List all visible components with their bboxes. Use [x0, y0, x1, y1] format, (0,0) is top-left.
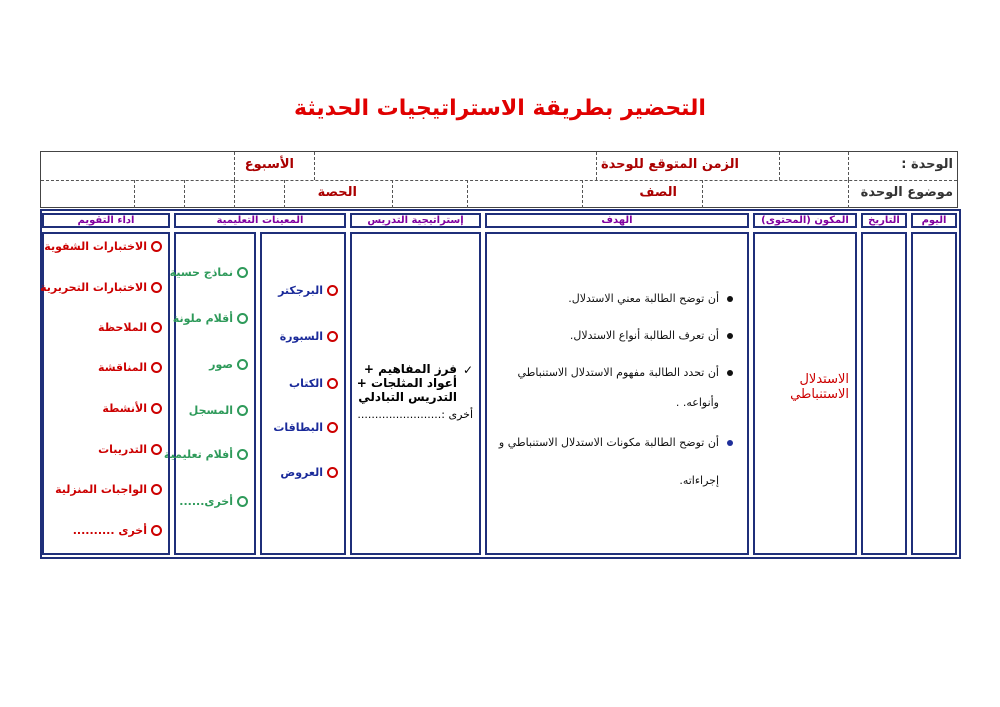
evaluation-header: اداء التقويم [42, 213, 170, 228]
blank-cell [392, 180, 467, 208]
aid-item[interactable]: البرجكتر [278, 284, 338, 297]
goal-item-4-cont: إجراءاته. [679, 474, 719, 487]
evaluation-item[interactable]: التدريبات [98, 443, 162, 456]
header-row-2 [41, 180, 957, 208]
strategy-other[interactable]: أخرى :........................ [357, 408, 473, 421]
strategy-cell [350, 232, 481, 555]
aids-header: المعينات التعليمية [174, 213, 346, 228]
strategy-line-1: فرز المفاهيم + [363, 362, 457, 376]
aid-item[interactable]: المسجل [189, 404, 248, 417]
aids-column [163, 213, 346, 555]
date-cell[interactable] [861, 232, 907, 555]
component-text [790, 372, 849, 402]
goal-item-4: أن توضح الطالبة مكونات الاستدلال الاستنباطي و [499, 436, 733, 449]
aid-item[interactable]: الكتاب [289, 377, 338, 390]
radio-icon [327, 378, 338, 389]
strategy-line-3: التدريس التبادلي [358, 390, 457, 404]
evaluation-item[interactable]: الاختبارات التحريرية [40, 281, 162, 294]
evaluation-cell [42, 232, 170, 555]
radio-icon [237, 267, 248, 278]
radio-icon [327, 331, 338, 342]
bullet-icon [727, 440, 733, 446]
evaluation-item[interactable]: الاختبارات الشفوية [44, 240, 162, 253]
header-row-1 [41, 152, 957, 181]
evaluation-item[interactable]: أخرى .......... [73, 524, 162, 537]
radio-icon [327, 467, 338, 478]
goal-item-3: أن تحدد الطالبة مفهوم الاستدلال الاستنباطي [517, 366, 733, 379]
bullet-icon [727, 296, 733, 302]
aid-item[interactable]: السبورة [280, 330, 338, 343]
radio-icon [151, 525, 162, 536]
unit-value-cell[interactable] [779, 152, 848, 180]
radio-icon [237, 449, 248, 460]
period-value-cell-3[interactable] [134, 180, 184, 208]
aids-blue-cell [260, 232, 346, 555]
goal-header: الهدف [485, 213, 749, 228]
unit-topic-label: موضوع الوحدة [848, 180, 957, 208]
goal-item-2: أن تعرف الطالبة أنواع الاستدلال. [570, 329, 733, 342]
aid-item[interactable]: نماذج حسية [170, 266, 248, 279]
day-header: اليوم [911, 213, 957, 228]
strategy-column [350, 213, 481, 555]
component-line-1: الاستدلال [799, 372, 849, 387]
radio-icon [151, 403, 162, 414]
goal-item-1: أن توضح الطالبة معني الاستدلال. [568, 292, 733, 305]
class-label: الصف [582, 180, 702, 208]
component-column [753, 213, 857, 555]
unit-label: الوحدة : [848, 152, 957, 180]
lesson-plan-table [40, 209, 961, 559]
date-column [861, 213, 907, 555]
bullet-icon [727, 333, 733, 339]
radio-icon [151, 444, 162, 455]
aid-item[interactable]: أقلام ملونة [173, 312, 248, 325]
period-value-cell-1[interactable] [234, 180, 284, 208]
goal-cell [485, 232, 749, 555]
radio-icon [327, 422, 338, 433]
aids-green-cell [163, 232, 256, 555]
class-value-cell[interactable] [467, 180, 582, 208]
header-table [40, 151, 958, 208]
evaluation-item[interactable]: الأنشطة [102, 402, 162, 415]
radio-icon [237, 359, 248, 370]
period-value-cell-4[interactable] [39, 180, 134, 208]
day-column [911, 213, 957, 555]
period-label: الحصة [284, 180, 392, 208]
radio-icon [237, 496, 248, 507]
radio-icon [151, 362, 162, 373]
bullet-icon [727, 370, 733, 376]
radio-icon [327, 285, 338, 296]
goal-item-3-cont: وأنواعه. . [675, 396, 719, 409]
page-title: التحضير بطريقة الاستراتيجيات الحديثة [294, 96, 706, 121]
goal-column [485, 213, 749, 555]
expected-time-label: الزمن المتوقع للوحدة [596, 152, 779, 180]
aid-item[interactable]: أخرى...... [179, 495, 248, 508]
date-header: التاريخ [861, 213, 907, 228]
week-value-cell[interactable] [39, 152, 234, 180]
radio-icon [237, 313, 248, 324]
evaluation-column [42, 213, 170, 555]
aid-item[interactable]: البطاقات [273, 421, 338, 434]
component-header: المكون (المحتوى) [753, 213, 857, 228]
aid-item[interactable]: أفلام تعليمية [164, 448, 248, 461]
radio-icon [151, 282, 162, 293]
radio-icon [151, 484, 162, 495]
aid-item[interactable]: صور [209, 358, 248, 371]
strategy-header: إستراتيجية التدريس [350, 213, 481, 228]
strategy-line-2: أعواد المثلجات + [356, 376, 457, 390]
radio-icon [151, 241, 162, 252]
period-value-cell-2[interactable] [184, 180, 234, 208]
aid-item[interactable]: العروض [280, 466, 338, 479]
radio-icon [237, 405, 248, 416]
day-cell[interactable] [911, 232, 957, 555]
strategy-check-icon: ✓ [462, 363, 473, 377]
evaluation-item[interactable]: المناقشة [98, 361, 162, 374]
week-label: الأسبوع [234, 152, 314, 180]
component-cell [753, 232, 857, 555]
component-line-2: الاستنباطي [790, 387, 849, 402]
unit-topic-value-cell[interactable] [702, 180, 848, 208]
evaluation-item[interactable]: الواجبات المنزلية [55, 483, 162, 496]
radio-icon [151, 322, 162, 333]
expected-time-value-cell[interactable] [314, 152, 596, 180]
evaluation-item[interactable]: الملاحظة [98, 321, 162, 334]
